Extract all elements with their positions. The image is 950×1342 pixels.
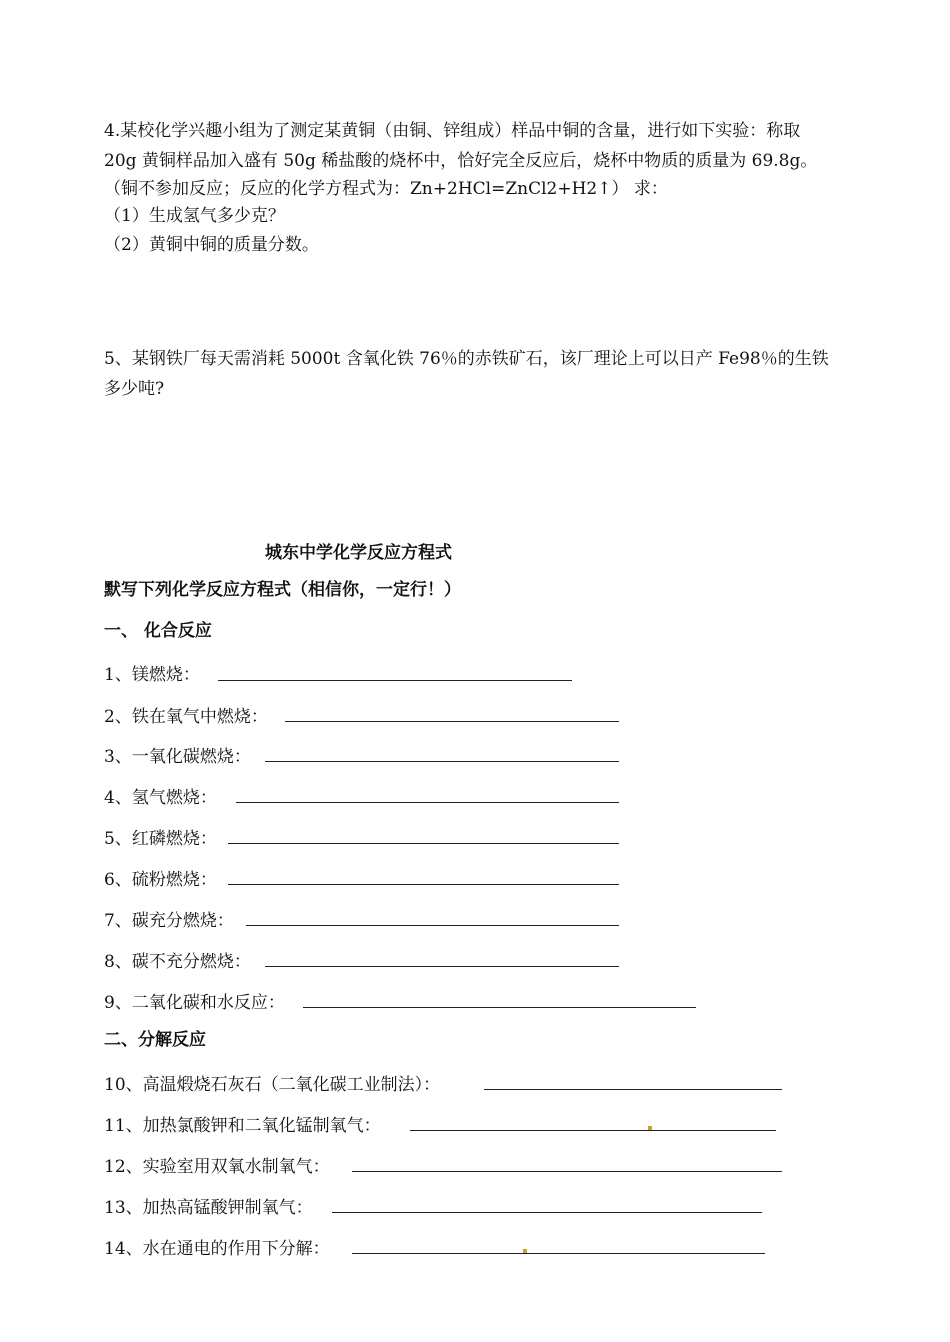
answer-blank[interactable] <box>410 1130 776 1131</box>
worksheet-instruction: 默写下列化学反应方程式（相信你，一定行！） <box>104 580 461 600</box>
problem-4-question-1: （1）生成氢气多少克？ <box>104 206 285 226</box>
item-label: 7、碳充分燃烧： <box>104 911 234 931</box>
answer-blank[interactable] <box>285 721 619 722</box>
answer-blank[interactable] <box>352 1253 765 1254</box>
item-label: 11、加热氯酸钾和二氧化锰制氧气： <box>104 1116 381 1136</box>
item-label: 9、二氧化碳和水反应： <box>104 993 285 1013</box>
answer-blank[interactable] <box>303 1007 696 1008</box>
item-label: 5、红磷燃烧： <box>104 829 217 849</box>
item-label: 2、铁在氧气中燃烧： <box>104 707 268 727</box>
problem-5-line-1: 5、某钢铁厂每天需消耗 5000t 含氧化铁 76％的赤铁矿石，该厂理论上可以日产 Fe98％的生铁 <box>104 349 829 369</box>
item-label: 3、一氧化碳燃烧： <box>104 747 251 767</box>
problem-5-line-2: 多少吨? <box>104 379 165 399</box>
item-label: 14、水在通电的作用下分解： <box>104 1239 330 1259</box>
worksheet-title: 城东中学化学反应方程式 <box>265 543 452 563</box>
answer-blank[interactable] <box>332 1212 762 1213</box>
answer-blank[interactable] <box>246 925 619 926</box>
answer-blank[interactable] <box>236 802 619 803</box>
answer-blank[interactable] <box>265 966 619 967</box>
answer-blank[interactable] <box>484 1089 782 1090</box>
item-label: 1、镁燃烧： <box>104 665 200 685</box>
answer-blank[interactable] <box>352 1171 782 1172</box>
item-label: 13、加热高锰酸钾制氧气： <box>104 1198 313 1218</box>
ink-dot <box>648 1126 652 1130</box>
answer-blank[interactable] <box>228 884 619 885</box>
item-label: 8、碳不充分燃烧： <box>104 952 251 972</box>
section-heading-decomposition: 二、分解反应 <box>104 1030 206 1050</box>
ink-dot <box>523 1249 527 1253</box>
answer-blank[interactable] <box>265 761 619 762</box>
item-label: 4、氢气燃烧： <box>104 788 217 808</box>
answer-blank[interactable] <box>228 843 619 844</box>
problem-4-line-1: 4.某校化学兴趣小组为了测定某黄铜（由铜、锌组成）样品中铜的含量，进行如下实验：称取 <box>104 121 801 141</box>
answer-blank[interactable] <box>218 680 572 681</box>
problem-4-line-3: （铜不参加反应；反应的化学方程式为：Zn+2HCl=ZnCl2+H2↑） 求： <box>104 179 668 199</box>
problem-4-line-2: 20g 黄铜样品加入盛有 50g 稀盐酸的烧杯中，恰好完全反应后，烧杯中物质的质量为 69.8g。 <box>104 151 818 171</box>
section-heading-combination: 一、 化合反应 <box>104 621 212 641</box>
item-label: 12、实验室用双氧水制氧气： <box>104 1157 330 1177</box>
item-label: 10、高温煅烧石灰石（二氧化碳工业制法）： <box>104 1075 441 1095</box>
item-label: 6、硫粉燃烧： <box>104 870 217 890</box>
problem-4-question-2: （2）黄铜中铜的质量分数。 <box>104 235 319 255</box>
